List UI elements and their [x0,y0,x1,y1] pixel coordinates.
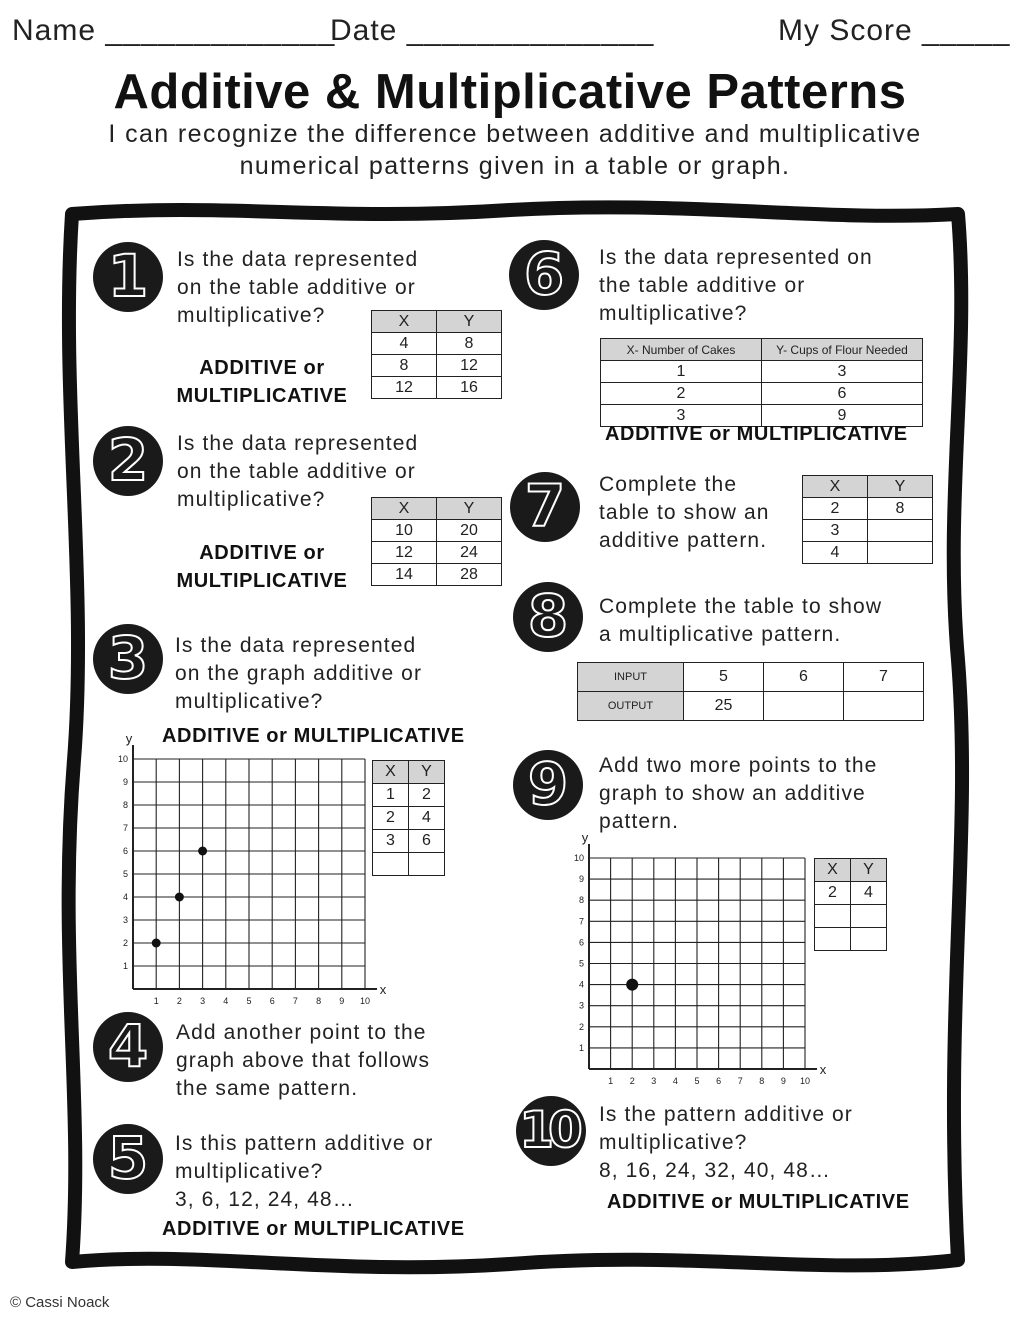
question-6-answer-choice[interactable]: ADDITIVE or MULTIPLICATIVE [605,423,908,445]
answer-cell[interactable] [815,905,851,928]
question-2-text: Is the data represented on the table additive or multiplicative? [177,432,419,511]
answer-cell[interactable] [868,520,933,542]
y-tick-label: 3 [578,1000,584,1011]
x-tick-label: 5 [694,1076,700,1086]
y-tick-label: 8 [122,800,128,810]
question-3-answer-choice[interactable]: ADDITIVE or MULTIPLICATIVE [162,725,465,747]
question-1-answer-choice[interactable]: ADDITIVE or MULTIPLICATIVE [176,357,348,407]
question-5-answer-choice[interactable]: ADDITIVE or MULTIPLICATIVE [162,1218,465,1240]
question-9-text: Add two more points to the graph to show an additive pattern. [599,754,878,833]
x-tick-label: 10 [799,1076,811,1086]
y-tick-label: 4 [578,979,584,990]
x-tick-label: 7 [737,1076,743,1086]
x-tick-label: 6 [716,1076,722,1086]
x-tick-label: 3 [200,996,206,1006]
y-tick-label: 6 [578,937,584,948]
answer-cell[interactable] [868,542,933,564]
x-tick-label: 8 [759,1076,765,1086]
x-tick-label: 1 [608,1076,614,1086]
question-5-number-badge: 5 [93,1124,163,1194]
x-tick-label: 9 [780,1076,786,1086]
data-point [198,847,207,856]
question-3-number-badge: 3 [93,624,163,694]
question-7-text: Complete the table to show an additive pattern. [599,473,770,552]
y-tick-label: 5 [578,958,584,969]
question-10-text: Is the pattern additive or multiplicative? 8, 16, 24, 32, 40, 48… [599,1103,853,1182]
y-axis-label: y [125,731,133,746]
y-tick-label: 5 [122,869,128,879]
x-tick-label: 5 [246,996,252,1006]
x-tick-label: 4 [223,996,229,1006]
question-3-table: X Y 1 2 2 4 3 6 [372,760,445,876]
answer-cell[interactable] [409,853,445,876]
question-2-answer-choice[interactable]: ADDITIVE or MULTIPLICATIVE [176,542,348,592]
y-tick-label: 1 [578,1042,584,1053]
y-tick-label: 3 [122,915,128,925]
question-6-table: X- Number of Cakes Y- Cups of Flour Needed 1 3 2 6 3 9 [600,338,923,427]
question-9-table: X Y 2 4 [814,858,887,951]
y-tick-label: 7 [122,823,128,833]
y-tick-label: 10 [573,853,584,863]
x-tick-label: 9 [339,996,345,1006]
question-1-number-badge: 1 [93,242,163,312]
question-6-text: Is the data represented on the table additive or multiplicative? [599,246,873,325]
y-tick-label: 10 [117,754,128,764]
data-point [152,939,161,948]
learning-objective [0,118,1020,182]
question-3-text: Is the data represented on the graph additive or multiplicative? [175,634,423,713]
objective-line-2: numerical patterns given in a table or graph. [239,152,791,180]
question-4-number-badge: 4 [93,1012,163,1082]
x-tick-label: 7 [292,996,298,1006]
question-10-answer-choice[interactable]: ADDITIVE or MULTIPLICATIVE [607,1191,910,1213]
objective-line-1: I can recognize the difference between additive and multiplicative [108,120,922,148]
y-tick-label: 2 [122,938,128,948]
x-tick-label: 2 [629,1076,635,1086]
x-tick-label: 1 [153,996,159,1006]
question-9-graph[interactable] [565,830,830,1086]
question-5-text: Is this pattern additive or multiplicative? 3, 6, 12, 24, 48… [175,1132,434,1211]
y-tick-label: 6 [122,846,128,856]
x-tick-label: 3 [651,1076,657,1086]
question-6-number-badge: 6 [509,240,579,310]
page-title: Additive & Multiplicative Patterns [113,65,907,119]
answer-cell[interactable] [373,853,409,876]
x-axis-label: x [379,982,387,997]
date-field-label: Date ______________ [330,14,655,47]
data-point [626,979,638,991]
question-8-number-badge: 8 [513,582,583,652]
x-tick-label: 2 [176,996,182,1006]
y-tick-label: 7 [578,916,584,927]
y-axis-label: y [581,830,589,845]
y-tick-label: 4 [122,892,128,902]
x-tick-label: 10 [359,996,371,1006]
question-1-table: X Y 4 8 8 12 12 16 [371,310,502,399]
answer-cell[interactable] [815,928,851,951]
data-point [175,893,184,902]
question-2-number-badge: 2 [93,426,163,496]
question-4-text: Add another point to the graph above that follows the same pattern. [176,1021,431,1100]
score-field-label: My Score _____ [778,14,1011,47]
y-tick-label: 9 [122,777,128,787]
copyright-footer: © Cassi Noack [10,1294,110,1311]
y-tick-label: 1 [122,961,128,971]
question-1-text: Is the data represented on the table additive or multiplicative? [177,248,419,327]
question-8-text: Complete the table to show a multiplicative pattern. [599,595,883,646]
question-8-table: INPUT 5 6 7 OUTPUT 25 [577,662,924,721]
x-tick-label: 4 [672,1076,678,1086]
answer-cell[interactable] [851,928,887,951]
y-tick-label: 2 [578,1021,584,1032]
answer-cell[interactable] [764,692,844,721]
x-tick-label: 6 [269,996,275,1006]
y-tick-label: 9 [578,874,584,885]
y-tick-label: 8 [578,895,584,906]
question-7-number-badge: 7 [510,472,580,542]
x-tick-label: 8 [316,996,322,1006]
answer-cell[interactable] [851,905,887,928]
name-field-label: Name _____________ [12,14,336,47]
question-10-number-badge: 10 [516,1096,586,1166]
x-axis-label: x [819,1062,827,1077]
question-7-table: X Y 2 8 3 4 [802,475,933,564]
question-2-table: X Y 10 20 12 24 14 28 [371,497,502,586]
question-9-number-badge: 9 [513,750,583,820]
answer-cell[interactable] [844,692,924,721]
